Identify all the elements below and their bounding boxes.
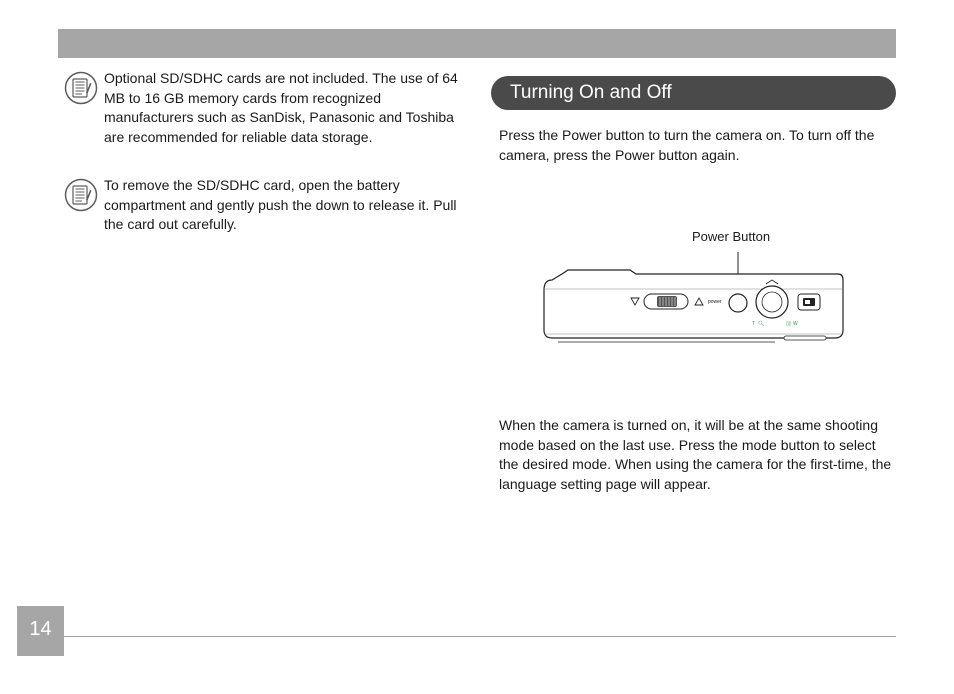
- section-title: Turning On and Off: [491, 76, 896, 110]
- footer-rule: [64, 636, 896, 637]
- zoom-wide-label: W: [793, 321, 798, 327]
- note-box: [64, 176, 459, 235]
- power-label: power: [708, 299, 722, 305]
- header-band: [58, 29, 896, 58]
- page-number: 14: [17, 606, 64, 656]
- power-button: [729, 294, 747, 312]
- body-paragraph: When the camera is turned on, it will be at the same shooting mode based on the last use. Press the mode button to select the desired mode. When using the camera for the first-time, the language setting page will appear.: [499, 417, 892, 493]
- note-icon: [64, 71, 98, 105]
- note-box: [64, 69, 459, 148]
- intro-paragraph: Press the Power button to turn the camera on. To turn off the camera, press the Power button again.: [499, 127, 875, 163]
- camera-top-view-diagram: [540, 250, 850, 346]
- zoom-wide-icon: ▯▯: [786, 321, 792, 327]
- note-text: Optional SD/SDHC cards are not included. The use of 64 MB to 16 GB memory cards from recognized manufacturers such as SanDisk, Panasonic and Toshiba are recommended for reliable data storage.: [104, 70, 458, 146]
- power-button-callout: Power Button: [692, 229, 771, 244]
- note-text: To remove the SD/SDHC card, open the battery compartment and gently push the down to release it. Pull the card out carefully.: [104, 177, 457, 233]
- note-icon: [64, 178, 98, 212]
- zoom-search-icon: 🔍︎: [758, 321, 765, 327]
- zoom-tele-label: T: [752, 321, 756, 327]
